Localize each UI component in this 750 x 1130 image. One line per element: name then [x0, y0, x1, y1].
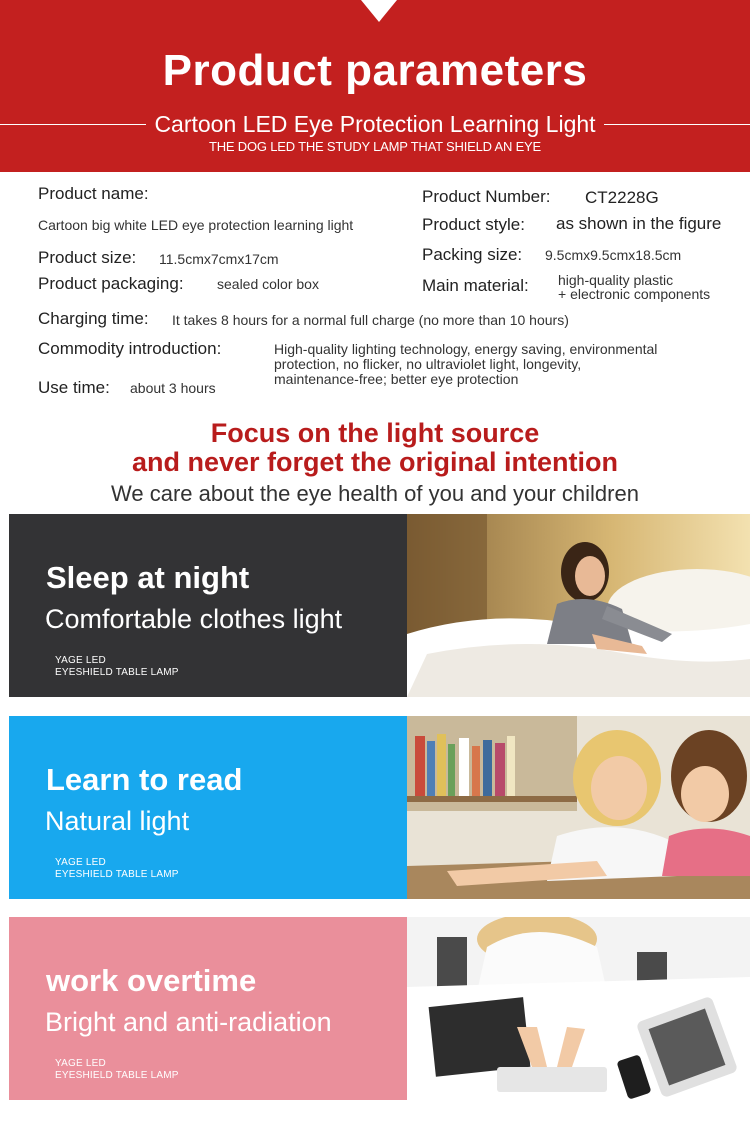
banner-subtitle: Bright and anti-radiation [45, 1007, 332, 1037]
care-tagline: We care about the eye health of you and your children [111, 481, 639, 506]
product-number-value: CT2228G [585, 188, 659, 207]
commodity-line-1: High-quality lighting technology, energy saving, environmental [274, 341, 658, 357]
banner-brand-line-1: YAGE LED [55, 1058, 106, 1069]
header-notch [361, 0, 397, 22]
banner-brand-line-2: EYESHIELD TABLE LAMP [55, 1070, 179, 1081]
banner-brand-line-2: EYESHIELD TABLE LAMP [55, 667, 179, 678]
product-size-label: Product size: [38, 248, 137, 267]
product-name-value: Cartoon big white LED eye protection learning light [38, 217, 354, 233]
woman-in-bed-illustration [407, 514, 750, 697]
commodity-introduction-value [274, 342, 657, 387]
main-material-value [558, 273, 710, 301]
main-material-line-1: high-quality plastic [558, 272, 674, 288]
girls-reading-photo [407, 716, 750, 899]
banner-text-panel [9, 716, 407, 899]
main-material-label: Main material: [422, 276, 529, 295]
focus-heading-line-2: and never forget the original intention [131, 447, 619, 477]
woman-at-desk-photo [407, 917, 750, 1100]
product-size-value: 11.5cmx7cmx17cm [159, 251, 279, 267]
banner-text-panel [9, 917, 407, 1100]
header-subtitle [0, 111, 750, 138]
main-material-line-2: + electronic components [558, 286, 711, 302]
banner-sleep-at-night [9, 514, 750, 697]
product-packaging-label: Product packaging: [38, 274, 184, 293]
product-name-label: Product name: [38, 184, 149, 203]
charging-time-value: It takes 8 hours for a normal full charge (no more than 10 hours) [172, 312, 569, 328]
banner-subtitle: Natural light [45, 806, 190, 836]
banner-text-panel [9, 514, 407, 697]
product-number-label: Product Number: [422, 187, 551, 206]
banner-subtitle: Comfortable clothes light [45, 604, 343, 634]
product-style-label: Product style: [422, 215, 525, 234]
product-style-value: as shown in the figure [556, 214, 722, 233]
header-banner [0, 0, 750, 172]
commodity-line-3: maintenance-free; better eye protection [274, 371, 519, 387]
packing-size-value: 9.5cmx9.5cmx18.5cm [545, 247, 682, 263]
banner-title: work overtime [46, 963, 257, 998]
packing-size-label: Packing size: [422, 245, 523, 264]
header-tagline: THE DOG LED THE STUDY LAMP THAT SHIELD AN EYE [209, 139, 541, 154]
banner-brand-line-1: YAGE LED [55, 655, 106, 666]
woman-at-desk-illustration [407, 917, 750, 1100]
use-time-value: about 3 hours [130, 380, 216, 396]
focus-heading-line-1: Focus on the light source [210, 418, 540, 448]
use-time-label: Use time: [38, 378, 110, 397]
banner-brand-line-2: EYESHIELD TABLE LAMP [55, 869, 179, 880]
girls-reading-illustration [407, 716, 750, 899]
product-packaging-value: sealed color box [217, 276, 319, 292]
banner-work-overtime [9, 917, 750, 1100]
header-subtitle-text: Cartoon LED Eye Protection Learning Light [148, 111, 601, 137]
banner-title: Learn to read [46, 762, 243, 797]
banner-title: Sleep at night [46, 560, 250, 595]
commodity-introduction-label: Commodity introduction: [38, 339, 222, 358]
commodity-line-2: protection, no flicker, no ultraviolet light, longevity, [274, 356, 582, 372]
woman-in-bed-photo [407, 514, 750, 697]
charging-time-label: Charging time: [38, 309, 149, 328]
banner-learn-to-read [9, 716, 750, 899]
page-title: Product parameters [162, 46, 588, 95]
banner-brand-line-1: YAGE LED [55, 857, 106, 868]
